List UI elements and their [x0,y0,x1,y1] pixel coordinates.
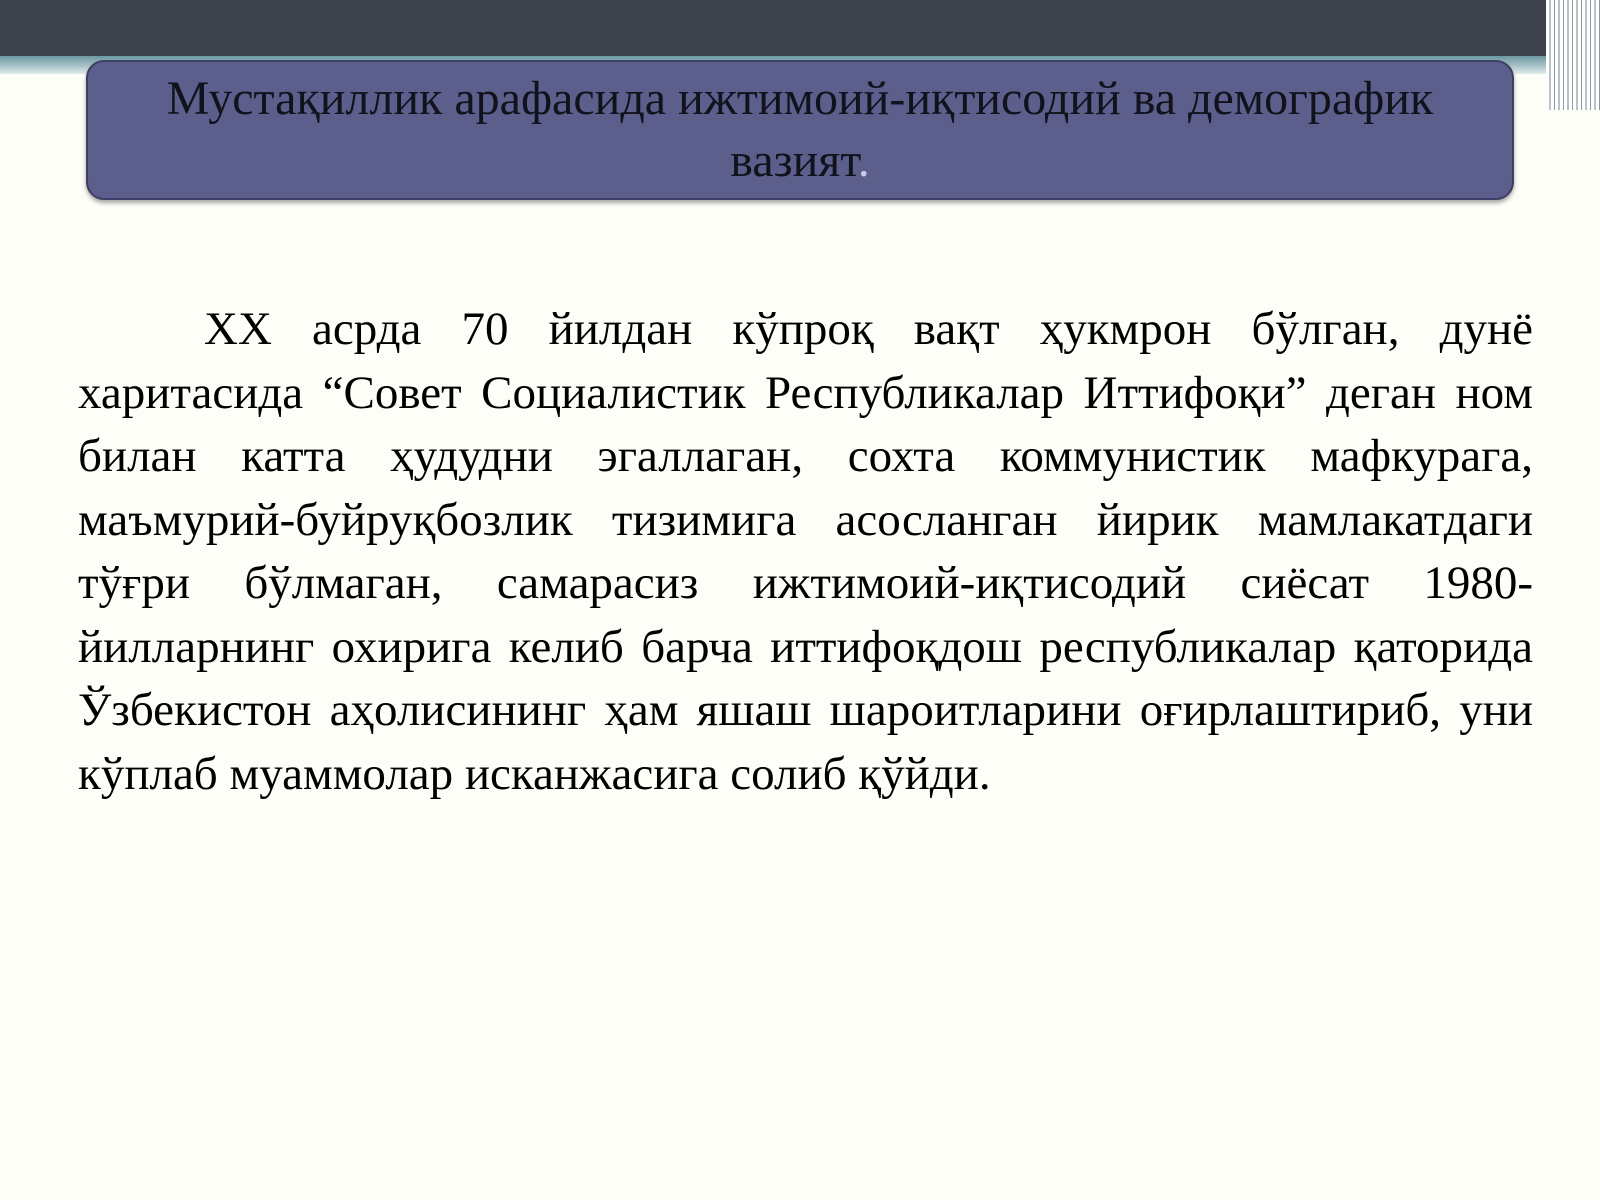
right-decorative-lines [1546,0,1600,110]
slide-title-period: . [857,134,870,187]
slide-title-text: Мустақиллик арафасида ижтимоий-иқтисодий ва демографик вазият [166,72,1434,187]
top-decorative-bar [0,0,1600,56]
slide-title [150,68,1450,192]
title-banner [86,60,1514,200]
slide-body-text: XX асрда 70 йилдан кўпроқ вақт ҳукмрон бўлган, дунё харитасида “Совет Социалистик Республикалар Иттифоқи” деган ном билан катта ҳудудни эгаллаган, сохта коммунистик мафкурага, маъмурий-буйруқбозлик тизимига асосланган йирик мамлакатдаги тўғри бўлмаган, самарасиз ижтимоий-иқтисодий сиёсат 1980-йилларнинг охирига келиб барча иттифоқдош республикалар қаторида Ўзбекистон аҳолисининг ҳам яшаш шароитларини оғирлаштириб, уни кўплаб муаммолар исканжасига солиб қўйди. [78,303,1533,800]
